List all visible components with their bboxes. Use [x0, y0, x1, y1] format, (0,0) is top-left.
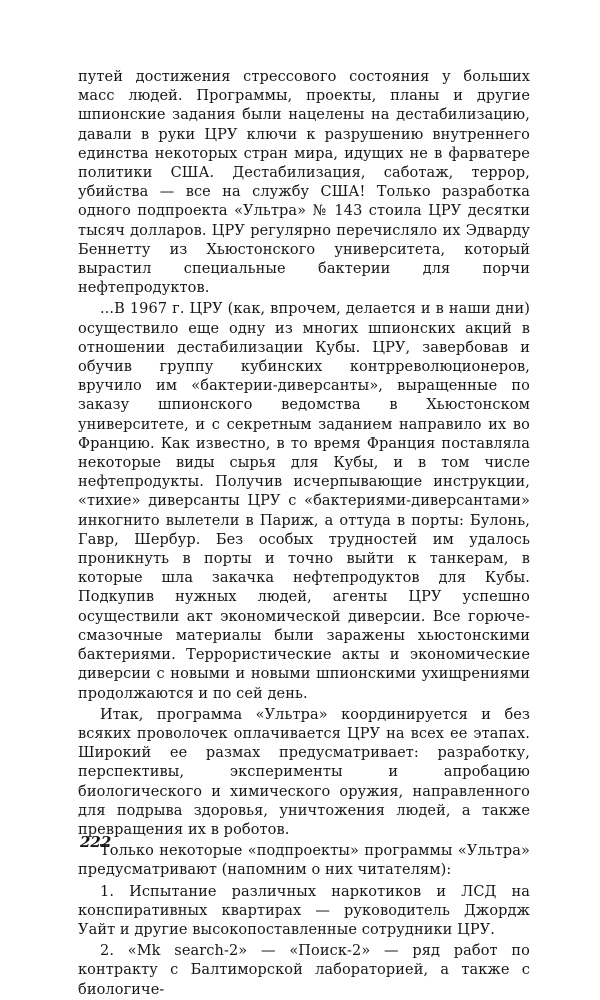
- list-item-2: 2. «Mk search-2» — «Поиск-2» — ряд работ по контракту с Балтиморской лабораторией, а также с биологиче-: [78, 943, 530, 998]
- document-page: [78, 68, 530, 1000]
- paragraph-2: ...В 1967 г. ЦРУ (как, впрочем, делается и в наши дни) осуществило еще одну из многих шпионских акций в отношении дестабилизации Кубы. ЦРУ, завербовав и обучив группу кубинских контрреволюционеров, вручило им «бактерии-диверсанты», выращенные по заказу шпионского ведомства в Хьюстонском университете, и с секретным заданием направило их во Францию. Как известно, в то время Франция поставляла некоторые виды сырья для Кубы, и в том числе нефтепродукты. Получив исчерпывающие инструкции, «тихие» диверсанты ЦРУ с «бактериями-диверсантами» инкогнито вылетели в Париж, а оттуда в порты: Булонь, Гавр, Шербур. Без особых трудностей им удалось проникнуть в порты и точно выйти к танкерам, в которые шла закачка нефтепродуктов для Кубы. Подкупив нужных людей, агенты ЦРУ успешно осуществили акт экономической диверсии. Все горюче-смазочные материалы были заражены хьюстонскими бактериями. Террористические акты и экономические диверсии с новыми и новыми шпионскими ухищрениями продолжаются и по сей день.: [78, 301, 530, 702]
- paragraph-3: Итак, программа «Ультра» координируется и без всяких проволочек оплачивается ЦРУ на всех ее этапах. Широкий ее размах предусматривает: разработку, перспективы, эксперименты и апробацию биологического и химического оружия, направленного для подрыва здоровья, уничтожения людей, а также превращения их в роботов.: [78, 706, 530, 838]
- paragraph-4: Только некоторые «подпроекты» программы «Ультра» предусматривают (напомним о них читателям):: [78, 843, 530, 879]
- page-number: 222: [80, 833, 112, 851]
- paragraph-1: путей достижения стрессового состояния у больших масс людей. Программы, проекты, планы и другие шпионские задания были нацелены на дестабилизацию, давали в руки ЦРУ ключи к разрушению внутреннего единства некоторых стран мира, идущих не в фарватере политики США. Дестабилизация, саботаж, террор, убийства — все на службу США! Только разработка одного подпроекта «Ультра» № 143 стоила ЦРУ десятки тысяч долларов. ЦРУ регулярно перечисляло их Эдварду Беннетту из Хьюстонского университета, который вырастил специальные бактерии для порчи нефтепродуктов.: [78, 69, 530, 297]
- list-item-1: 1. Испытание различных наркотиков и ЛСД на конспиративных квартирах — руководитель Джордж Уайт и другие высокопоставленные сотрудники ЦРУ.: [78, 883, 530, 938]
